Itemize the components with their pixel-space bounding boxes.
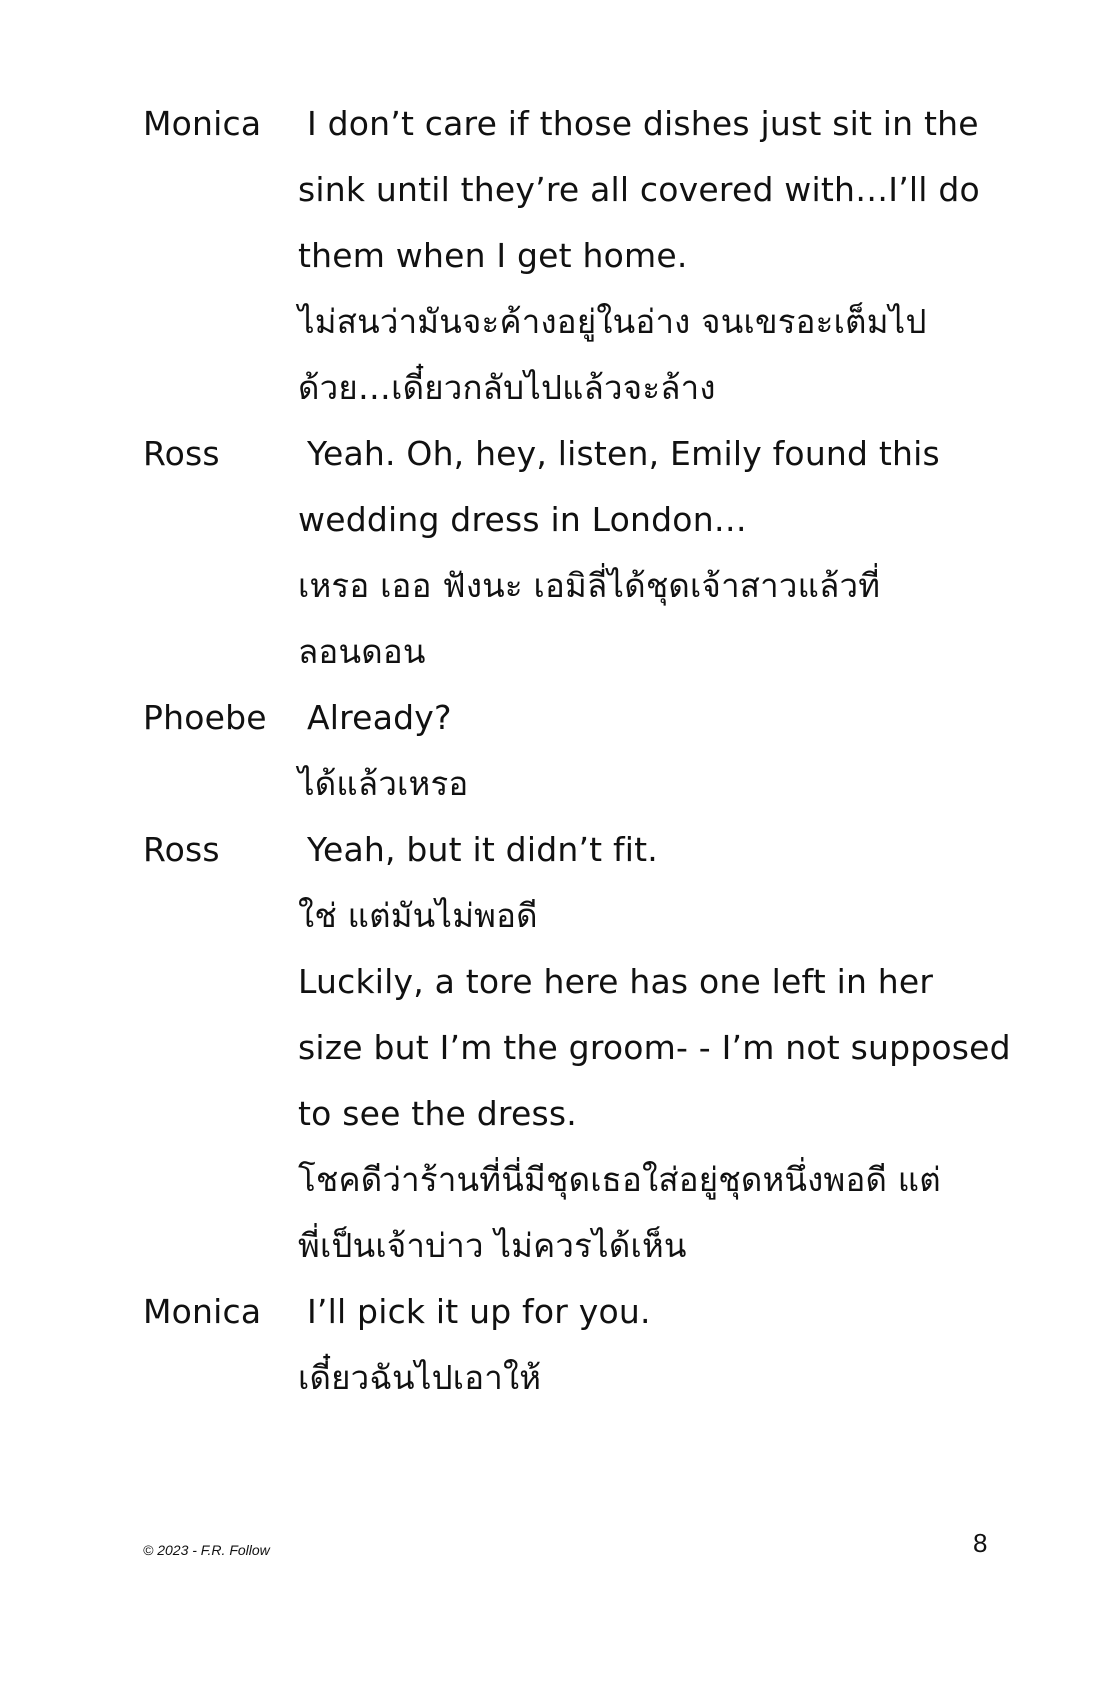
english-line: Yeah, but it didn’t fit. — [307, 830, 658, 869]
thai-line: ไม่สนว่ามันจะค้างอยู่ในอ่าง จนเขรอะเต็มไป — [298, 302, 927, 341]
english-line: to see the dress. — [298, 1094, 577, 1133]
english-line: sink until they’re all covered with…I’ll do — [298, 170, 980, 209]
copyright-notice: © 2023 - F.R. Follow — [143, 1542, 270, 1558]
english-line: wedding dress in London… — [298, 500, 748, 539]
thai-line: โชคดีว่าร้านที่นี่มีชุดเธอใส่อยู่ชุดหนึ่งพอดี แต่ — [298, 1160, 941, 1199]
speaker-name: Ross — [143, 434, 220, 473]
speaker-name: Phoebe — [143, 698, 267, 737]
english-line: Luckily, a tore here has one left in her — [298, 962, 934, 1001]
speaker-name: Monica — [143, 1292, 262, 1331]
speaker-name: Ross — [143, 830, 220, 869]
english-line: Yeah. Oh, hey, listen, Emily found this — [307, 434, 940, 473]
english-line: Already? — [307, 698, 452, 737]
english-line: I don’t care if those dishes just sit in the — [307, 104, 979, 143]
english-line: them when I get home. — [298, 236, 688, 275]
thai-line: พี่เป็นเจ้าบ่าว ไม่ควรได้เห็น — [298, 1226, 687, 1265]
thai-line: ด้วย…เดี๋ยวกลับไปแล้วจะล้าง — [298, 368, 716, 407]
speaker-name: Monica — [143, 104, 262, 143]
thai-line: ได้แล้วเหรอ — [298, 764, 469, 803]
thai-line: ลอนดอน — [298, 632, 426, 671]
english-line: size but I’m the groom- - I’m not supposed — [298, 1028, 1011, 1067]
thai-line: เหรอ เออ ฟังนะ เอมิลี่ได้ชุดเจ้าสาวแล้วที่ — [298, 566, 881, 605]
thai-line: ใช่ แต่มันไม่พอดี — [298, 896, 538, 935]
page-number: 8 — [973, 1528, 988, 1558]
thai-line: เดี๋ยวฉันไปเอาให้ — [298, 1358, 542, 1397]
english-line: I’ll pick it up for you. — [307, 1292, 651, 1331]
